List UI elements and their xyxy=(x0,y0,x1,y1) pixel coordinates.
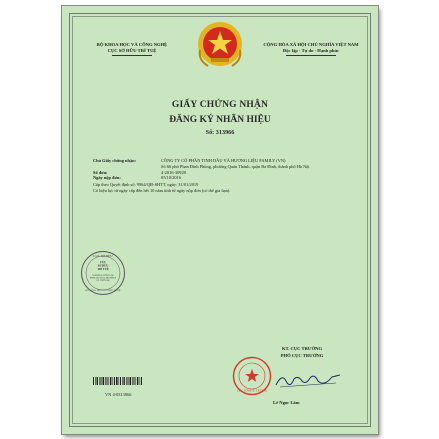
seal-center-text: CỤC xyxy=(99,261,107,264)
office-name: CỤC SỞ HỮU TRÍ TUỆ xyxy=(107,48,157,54)
detail-value: 4-2016-30928 xyxy=(161,169,186,175)
seal-bottom-text: BỘ KHOA HỌC VÀ CÔNG NGHỆ xyxy=(85,289,121,292)
certificate-title: GIẤY CHỨNG NHẬN xyxy=(171,100,269,110)
validity-note: Có hiệu lực từ ngày cấp đến hết 10 năm tính từ ngày nộp đơn (có thể gia hạn). xyxy=(93,187,231,193)
detail-label: Chủ Giấy chứng nhận: xyxy=(93,158,137,163)
detail-row-filing-date xyxy=(93,175,355,181)
detail-value: Số 66 phố Phan Đình Phùng, phường Quán Thánh, quận Ba Đình, thành phố Hà Nội xyxy=(161,163,310,169)
certificate-details xyxy=(93,158,355,194)
ministry-name: BỘ KHOA HỌC VÀ CÔNG NGHỆ xyxy=(96,42,168,47)
motto: Độc lập - Tự do - Hạnh phúc xyxy=(282,48,340,54)
national-emblem-icon xyxy=(194,20,246,70)
signer-position: PHÓ CỤC TRƯỞNG xyxy=(280,353,324,358)
detail-value: CÔNG TY CỔ PHẦN TINH DẦU VÀ HƯƠNG LIỆU FAMILY (VN) xyxy=(161,158,286,163)
certificate-subtitle: ĐĂNG KÝ NHÃN HIỆU xyxy=(169,115,271,125)
detail-label: Ngày nộp đơn: xyxy=(93,175,121,181)
detail-label: Số đơn: xyxy=(93,169,108,175)
seal-english-text: INTELLECTUAL PROPERTY xyxy=(89,277,117,280)
issuer-header xyxy=(86,42,178,56)
country-header xyxy=(262,42,360,56)
issue-decision: Cấp theo Quyết định số: 9964/QĐ-SHTT, ngày: 31/01/2019 xyxy=(93,181,199,187)
handwritten-signature xyxy=(272,369,344,391)
seal-english-text: NATIONAL OFFICE OF xyxy=(92,275,114,277)
detail-value: 05/10/2016 xyxy=(161,175,182,181)
seal-center-text: SỞ HỮU xyxy=(97,264,109,268)
signer-title: KT. CỤC TRƯỞNG xyxy=(281,346,323,351)
seal-english-text: OF VIETNAM xyxy=(96,280,110,283)
certificate-sheet xyxy=(62,6,378,434)
signer-name: Lê Ngọc Lâm xyxy=(273,400,300,405)
red-seal-text: CỤC SỞ HỮU TRÍ TUỆ xyxy=(236,388,268,393)
official-red-seal xyxy=(232,356,272,396)
country-name: CỘNG HÒA XÃ HỘI CHỦ NGHĨA VIỆT NAM xyxy=(263,42,359,47)
seal-center-text: TRÍ TUỆ xyxy=(97,268,109,271)
ip-office-seal xyxy=(80,250,126,296)
barcode-number: VN 4-0313966 xyxy=(105,392,132,397)
certificate-border-inner xyxy=(72,16,368,424)
barcode xyxy=(93,377,143,385)
certificate-number: Số: 313966 xyxy=(205,129,235,136)
seal-top-text: CỤC SỞ HỮU xyxy=(93,254,113,258)
